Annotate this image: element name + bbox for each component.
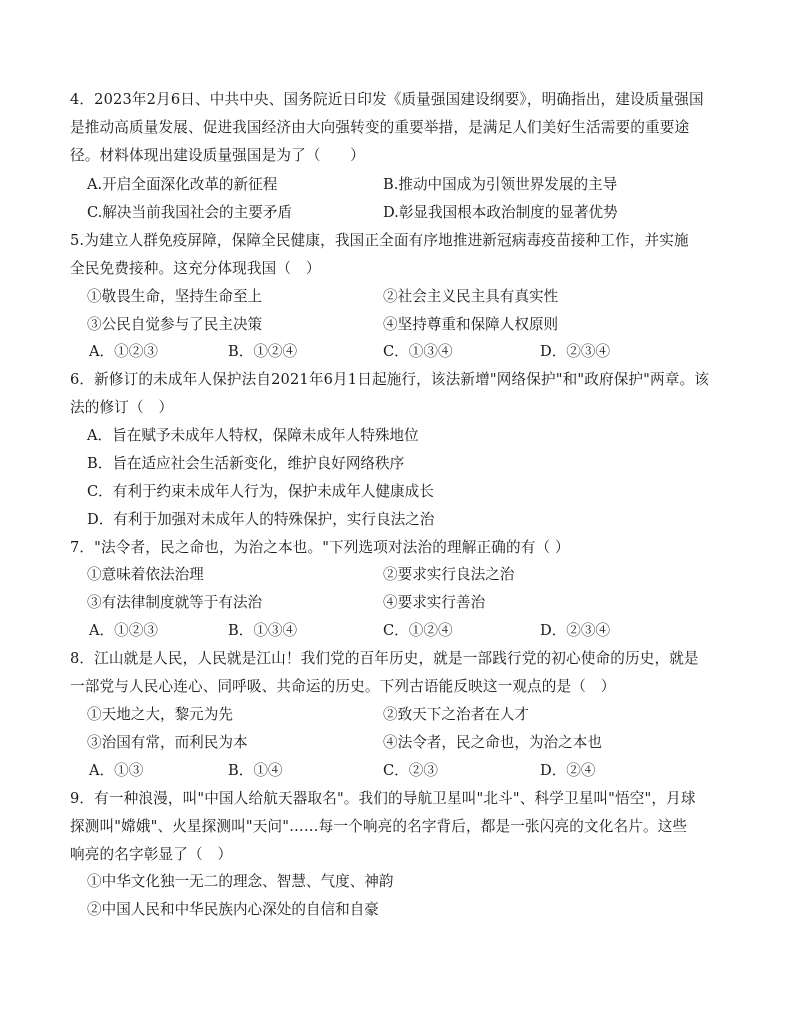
question-5-option-c: C．①③④ [383, 343, 453, 360]
question-8-statement-3: ③治国有常，而利民为本 [87, 734, 248, 751]
question-5-option-b: B．①②④ [228, 343, 298, 360]
question-5-statement-1: ①敬畏生命，坚持生命至上 [87, 288, 263, 305]
question-9-statement-2: ②中国人民和中华民族内心深处的自信和自豪 [87, 901, 379, 918]
question-6-option-c: C．有利于约束未成年人行为，保护未成年人健康成长 [87, 483, 434, 500]
question-7-option-a: A．①②③ [89, 622, 158, 639]
question-4-stem-line-3: 径。材料体现出建设质量强国是为了（ ） [70, 147, 365, 164]
question-7-stem-line-1: 7．"法令者，民之命也，为治之本也。"下列选项对法治的理解正确的有（ ） [70, 539, 570, 556]
question-8-statement-1: ①天地之大，黎元为先 [87, 706, 233, 723]
question-5-option-a: A．①②③ [89, 343, 158, 360]
question-4-stem-line-2: 是推动高质量发展、促进我国经济由大向强转变的重要举措，是满足人们美好生活需要的重要途 [70, 119, 690, 136]
question-7-option-b: B．①③④ [228, 622, 298, 639]
question-5-stem-line-2: 全民免费接种。这充分体现我国（ ） [70, 260, 321, 277]
question-8-option-d: D．②④ [540, 762, 596, 779]
question-8-option-b: B．①④ [228, 762, 283, 779]
question-7-statement-3: ③有法律制度就等于有法治 [87, 594, 263, 611]
question-8-statement-2: ②致天下之治者在人才 [383, 706, 529, 723]
question-7-statement-2: ②要求实行良法之治 [383, 566, 515, 583]
question-4-option-b: B.推动中国成为引领世界发展的主导 [383, 176, 618, 193]
question-8-stem-line-2: 一部党与人民心连心、同呼吸、共命运的历史。下列古语能反映这一观点的是（ ） [70, 678, 616, 695]
question-8-statement-4: ④法令者，民之命也，为治之本也 [383, 734, 602, 751]
question-6-stem-line-1: 6．新修订的未成年人保护法自2021年6月1日起施行，该法新增"网络保护"和"政府保护"两章。该 [70, 371, 710, 388]
question-9-statement-1: ①中华文化独一无二的理念、智慧、气度、神韵 [87, 873, 394, 890]
question-9-stem-line-1: 9．有一种浪漫，叫"中国人给航天器取名"。我们的导航卫星叫"北斗"、科学卫星叫"悟空"，月球 [70, 790, 696, 807]
question-7-option-c: C．①②④ [383, 622, 453, 639]
question-7-statement-4: ④要求实行善治 [383, 594, 486, 611]
question-9-stem-line-3: 响亮的名字彰显了（ ） [70, 846, 233, 863]
question-4-option-a: A.开启全面深化改革的新征程 [87, 176, 278, 193]
question-8-stem-line-1: 8．江山就是人民，人民就是江山！我们党的百年历史，就是一部践行党的初心使命的历史，就是 [70, 650, 699, 667]
question-4-option-c: C.解决当前我国社会的主要矛盾 [87, 204, 293, 221]
question-5-statement-2: ②社会主义民主具有真实性 [383, 288, 559, 305]
question-5-option-d: D．②③④ [540, 343, 611, 360]
question-6-stem-line-2: 法的修订（ ） [70, 399, 174, 416]
question-7-statement-1: ①意味着依法治理 [87, 566, 204, 583]
question-7-option-d: D．②③④ [540, 622, 611, 639]
question-4-stem-line-1: 4．2023年2月6日、中共中央、国务院近日印发《质量强国建设纲要》，明确指出，建设质量强国 [70, 91, 704, 108]
question-6-option-d: D．有利于加强对未成年人的特殊保护，实行良法之治 [87, 511, 435, 528]
question-8-option-c: C．②③ [383, 762, 438, 779]
question-4-option-d: D.彰显我国根本政治制度的显著优势 [383, 204, 618, 221]
question-8-option-a: A．①③ [89, 762, 144, 779]
question-5-stem-line-1: 5.为建立人群免疫屏障，保障全民健康，我国正全面有序地推进新冠病毒疫苗接种工作，并实施 [70, 232, 689, 249]
question-5-statement-4: ④坚持尊重和保障人权原则 [383, 316, 559, 333]
question-9-stem-line-2: 探测叫"嫦娥"、火星探测叫"天问"……每一个响亮的名字背后，都是一张闪亮的文化名片。这些 [70, 818, 688, 835]
question-6-option-a: A．旨在赋予未成年人特权，保障未成年人特殊地位 [87, 427, 419, 444]
question-5-statement-3: ③公民自觉参与了民主决策 [87, 316, 263, 333]
question-6-option-b: B．旨在适应社会生活新变化，维护良好网络秩序 [87, 455, 405, 472]
